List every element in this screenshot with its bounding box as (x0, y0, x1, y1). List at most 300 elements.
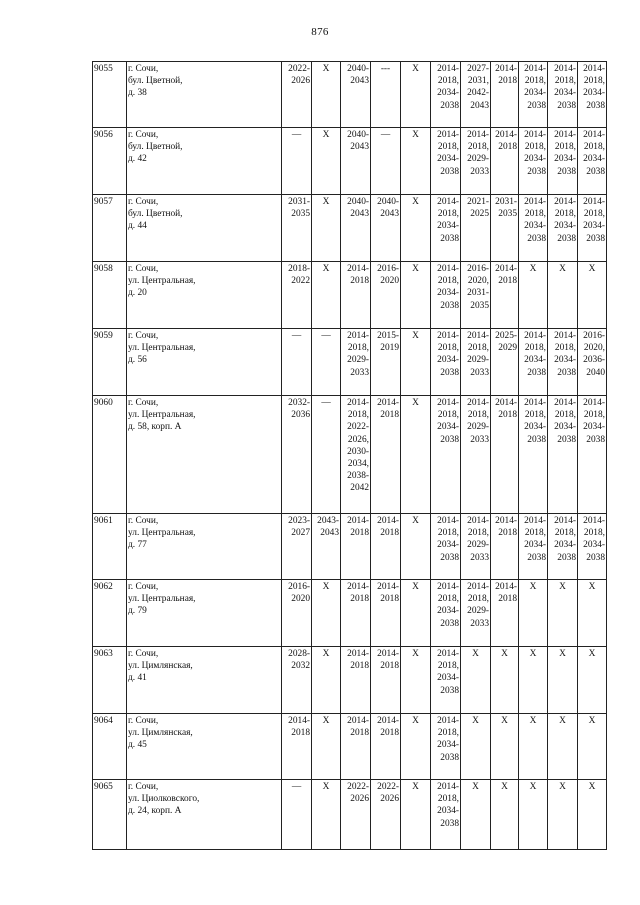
schedule-mark: X (412, 716, 419, 726)
schedule-period-line: 2034- (437, 422, 459, 433)
schedule-period-line: 2018, (583, 209, 605, 220)
schedule-cell (341, 262, 371, 329)
schedule-period-line: 2034- (554, 88, 576, 99)
row-number: 9056 (94, 130, 113, 140)
schedule-period-line: 2034- (524, 88, 546, 99)
schedule-period-line: 2018, (554, 343, 576, 354)
schedule-period-line: 2018, (467, 343, 489, 354)
schedule-period-line: 2042- (467, 88, 489, 99)
schedule-period-line: 2014- (554, 398, 576, 408)
schedule-cell (461, 262, 491, 329)
table-row (93, 329, 607, 396)
schedule-period-line: 2014- (437, 264, 459, 274)
schedule-cell (578, 329, 607, 396)
schedule-period-line: 2014- (467, 398, 489, 408)
schedule-period-line: 2036- (583, 355, 605, 366)
schedule-cell (371, 262, 401, 329)
schedule-period-line: 2018 (498, 276, 517, 287)
schedule-period-line: 2018, (437, 794, 459, 805)
schedule-period-line: 2038 (440, 233, 459, 244)
schedule-period-line: 2029- (467, 606, 489, 617)
schedule-cell (341, 128, 371, 195)
schedule-mark: X (472, 649, 479, 659)
schedule-period-line: 2014- (583, 130, 605, 140)
schedule-cell (491, 580, 519, 647)
schedule-period-line: 2018 (498, 142, 517, 153)
schedule-period-line: 2043 (350, 209, 369, 220)
schedule-cell (401, 262, 431, 329)
schedule-period-line: 2018, (437, 343, 459, 354)
schedule-cell (431, 396, 461, 514)
schedule-cell (461, 514, 491, 580)
schedule-period-line: 2018 (350, 594, 369, 605)
schedule-period-line: 2025- (495, 331, 517, 341)
row-number-cell (93, 514, 127, 580)
schedule-period-line: 2035 (470, 300, 489, 311)
schedule-period-line: 2032 (291, 661, 310, 672)
schedule-mark: X (559, 582, 566, 592)
schedule-period-line: 2042 (350, 483, 369, 494)
schedule-mark: X (322, 649, 330, 659)
schedule-period-line: 2022- (377, 782, 399, 792)
schedule-period-line: 2014- (377, 516, 399, 526)
schedule-cell (491, 128, 519, 195)
schedule-mark: — (380, 130, 391, 140)
schedule-cell (431, 329, 461, 396)
schedule-period-line: 2034- (554, 540, 576, 551)
schedule-cell (461, 780, 491, 850)
schedule-period-line: 2032- (288, 398, 310, 408)
schedule-period-line: 2014- (437, 716, 459, 726)
schedule-cell (401, 329, 431, 396)
row-number: 9061 (94, 516, 113, 526)
schedule-period-line: 2034- (437, 673, 459, 684)
schedule-period-line: 2018, (437, 209, 459, 220)
row-number-cell (93, 195, 127, 262)
schedule-cell (312, 62, 341, 128)
schedule-period-line: 2014- (554, 64, 576, 74)
schedule-cell (548, 262, 578, 329)
schedule-period-line: 2020, (583, 343, 605, 354)
schedule-cell (519, 780, 548, 850)
schedule-cell (491, 62, 519, 128)
schedule-period-line: 2014- (347, 516, 369, 526)
schedule-period-line: 2031- (495, 197, 517, 207)
schedule-period-line: 2018, (524, 343, 546, 354)
schedule-period-line: 2040- (347, 64, 369, 74)
schedule-period-line: 2028- (288, 649, 310, 659)
schedule-cell (371, 128, 401, 195)
schedule-period-line: 2026 (350, 794, 369, 805)
row-number: 9065 (94, 782, 113, 792)
address-line: д. 41 (128, 673, 147, 684)
schedule-period-line: 2038 (557, 552, 576, 563)
schedule-period-line: 2031- (288, 197, 310, 207)
schedule-period-line: 2018, (524, 142, 546, 153)
schedule-period-line: 2038 (440, 300, 459, 311)
schedule-period-line: 2014- (554, 130, 576, 140)
schedule-period-line: 2038 (586, 100, 605, 111)
schedule-cell (401, 580, 431, 647)
address-line: г. Сочи, (128, 649, 159, 659)
schedule-period-line: 2021- (467, 197, 489, 207)
schedule-mark: X (529, 782, 537, 792)
address-line: г. Сочи, (128, 130, 159, 140)
schedule-cell (578, 396, 607, 514)
schedule-cell (461, 128, 491, 195)
schedule-period-line: 2018 (350, 276, 369, 287)
row-number-cell (93, 780, 127, 850)
schedule-cell (519, 262, 548, 329)
schedule-cell (371, 396, 401, 514)
schedule-mark: X (412, 130, 419, 140)
schedule-cell (341, 329, 371, 396)
schedule-period-line: 2018 (350, 661, 369, 672)
schedule-cell (312, 714, 341, 780)
schedule-period-line: 2018, (554, 142, 576, 153)
schedule-mark: X (412, 649, 419, 659)
schedule-cell (578, 780, 607, 850)
schedule-mark: X (412, 582, 419, 592)
schedule-mark: X (322, 582, 330, 592)
schedule-period-line: 2019 (380, 343, 399, 354)
schedule-period-line: 2018 (498, 76, 517, 87)
schedule-period-line: 2018 (291, 728, 310, 739)
schedule-cell (341, 514, 371, 580)
schedule-cell (519, 647, 548, 714)
schedule-period-line: 2014- (437, 398, 459, 408)
schedule-period-line: 2026 (380, 794, 399, 805)
address-line: д. 38 (128, 88, 147, 99)
schedule-mark: X (472, 716, 479, 726)
row-number: 9055 (94, 64, 113, 74)
schedule-period-line: 2031, (467, 76, 489, 87)
schedule-cell (519, 128, 548, 195)
schedule-period-line: 2014- (524, 331, 546, 341)
schedule-cell (282, 262, 312, 329)
schedule-period-line: 2018 (498, 410, 517, 421)
schedule-period-line: 2014- (377, 582, 399, 592)
schedule-period-line: 2038 (527, 100, 546, 111)
schedule-period-line: 2029- (467, 154, 489, 165)
schedule-cell (491, 714, 519, 780)
schedule-cell (312, 262, 341, 329)
schedule-cell (431, 195, 461, 262)
schedule-mark: X (322, 782, 330, 792)
schedule-period-line: 2018 (498, 594, 517, 605)
schedule-period-line: 2026 (291, 76, 310, 87)
schedule-period-line: 2014- (495, 264, 517, 274)
schedule-period-line: 2034- (583, 540, 605, 551)
table-row (93, 128, 607, 195)
schedule-period-line: 2038 (440, 100, 459, 111)
schedule-mark: X (588, 582, 596, 592)
row-number: 9059 (94, 331, 113, 341)
schedule-cell (341, 195, 371, 262)
address-cell (127, 780, 282, 850)
schedule-period-line: 2014- (437, 331, 459, 341)
schedule-period-line: 2033 (350, 367, 369, 378)
schedule-period-line: 2038 (557, 100, 576, 111)
schedule-period-line: 2016- (377, 264, 399, 274)
schedule-period-line: 2040- (377, 197, 399, 207)
address-line: д. 79 (128, 606, 147, 617)
schedule-cell (401, 195, 431, 262)
schedule-period-line: 2038 (586, 552, 605, 563)
schedule-period-line: 2018, (524, 209, 546, 220)
schedule-period-line: 2014- (467, 130, 489, 140)
schedule-period-line: 2014- (524, 130, 546, 140)
row-number: 9062 (94, 582, 113, 592)
schedule-period-line: 2014- (495, 130, 517, 140)
schedule-cell (519, 514, 548, 580)
schedule-mark: X (588, 649, 596, 659)
row-number-cell (93, 396, 127, 514)
schedule-cell (461, 195, 491, 262)
schedule-cell (491, 647, 519, 714)
schedule-cell (401, 396, 431, 514)
schedule-mark: X (322, 64, 330, 74)
schedule-cell (282, 62, 312, 128)
schedule-cell (461, 62, 491, 128)
schedule-period-line: 2018, (554, 528, 576, 539)
schedule-cell (401, 128, 431, 195)
schedule-mark: X (559, 649, 566, 659)
schedule-period-line: 2022 (291, 276, 310, 287)
address-line: ул. Центральная, (128, 276, 196, 287)
schedule-cell (312, 128, 341, 195)
schedule-period-line: 2018, (583, 410, 605, 421)
schedule-mark: X (322, 130, 330, 140)
schedule-period-line: 2038 (527, 166, 546, 177)
schedule-period-line: 2022- (347, 422, 369, 433)
schedule-cell (371, 195, 401, 262)
address-line: д. 45 (128, 740, 147, 751)
schedule-cell (401, 780, 431, 850)
schedule-period-line: 2043 (350, 76, 369, 87)
schedule-period-line: 2043 (350, 142, 369, 153)
address-line: ул. Центральная, (128, 594, 196, 605)
address-line: д. 20 (128, 288, 147, 299)
schedule-cell (282, 580, 312, 647)
schedule-cell (282, 195, 312, 262)
schedule-cell (401, 714, 431, 780)
schedule-cell (341, 396, 371, 514)
schedule-cell (578, 647, 607, 714)
address-line: д. 58, корп. А (128, 422, 182, 433)
schedule-cell (461, 647, 491, 714)
schedule-period-line: 2014- (524, 197, 546, 207)
schedule-period-line: 2018, (467, 142, 489, 153)
schedule-period-line: 2018, (467, 594, 489, 605)
schedule-period-line: 2038 (557, 166, 576, 177)
schedule-cell (548, 580, 578, 647)
schedule-cell (312, 195, 341, 262)
row-number: 9057 (94, 197, 113, 207)
schedule-cell (312, 396, 341, 514)
schedule-mark: X (322, 264, 330, 274)
schedule-period-line: 2014- (554, 331, 576, 341)
schedule-period-line: 2014- (437, 782, 459, 792)
table-row (93, 647, 607, 714)
schedule-period-line: 2018, (437, 728, 459, 739)
schedule-period-line: 2014- (437, 582, 459, 592)
schedule-cell (461, 714, 491, 780)
schedule-cell (491, 396, 519, 514)
schedule-period-line: 2034- (583, 88, 605, 99)
schedule-period-line: 2018, (467, 410, 489, 421)
schedule-period-line: 2034- (437, 806, 459, 817)
schedule-mark: — (321, 331, 331, 341)
schedule-mark: X (412, 64, 419, 74)
schedule-cell (341, 580, 371, 647)
schedule-cell (282, 514, 312, 580)
schedule-period-line: 2040- (347, 197, 369, 207)
schedule-period-line: 2034- (524, 422, 546, 433)
schedule-period-line: 2034- (437, 288, 459, 299)
schedule-period-line: 2027- (467, 64, 489, 74)
schedule-period-line: 2038 (440, 166, 459, 177)
schedule-mark: X (588, 782, 596, 792)
schedule-cell (548, 396, 578, 514)
schedule-period-line: 2015- (377, 331, 399, 341)
schedule-period-line: 2014- (583, 398, 605, 408)
address-cell (127, 647, 282, 714)
schedule-mark: X (501, 716, 508, 726)
row-number-cell (93, 329, 127, 396)
row-number: 9060 (94, 398, 113, 408)
schedule-mark: X (412, 782, 419, 792)
schedule-period-line: 2018, (583, 76, 605, 87)
schedule-cell (431, 262, 461, 329)
schedule-mark: X (588, 716, 596, 726)
schedule-cell (461, 396, 491, 514)
schedule-period-line: 2033 (470, 434, 489, 445)
schedule-cell (548, 329, 578, 396)
schedule-mark: X (559, 264, 566, 274)
schedule-period-line: 2034- (554, 355, 576, 366)
schedule-cell (491, 780, 519, 850)
schedule-cell (431, 580, 461, 647)
schedule-cell (431, 62, 461, 128)
schedule-period-line: 2014- (377, 649, 399, 659)
schedule-cell (548, 195, 578, 262)
schedule-mark: X (412, 197, 419, 207)
schedule-cell (341, 780, 371, 850)
schedule-cell (548, 647, 578, 714)
schedule-cell (282, 714, 312, 780)
schedule-period-line: 2014- (347, 582, 369, 592)
schedule-mark: X (501, 782, 508, 792)
schedule-cell (282, 647, 312, 714)
address-line: г. Сочи, (128, 716, 159, 726)
schedule-period-line: 2026, (347, 434, 369, 445)
schedule-mark: X (412, 264, 419, 274)
schedule-period-line: 2018, (524, 76, 546, 87)
address-line: ул. Центральная, (128, 343, 196, 354)
address-line: бул. Цветной, (128, 209, 183, 220)
address-line: г. Сочи, (128, 197, 159, 207)
schedule-cell (312, 580, 341, 647)
schedule-period-line: 2038 (440, 434, 459, 445)
schedule-cell (548, 780, 578, 850)
schedule-period-line: 2018, (437, 410, 459, 421)
schedule-period-line: 2038 (557, 434, 576, 445)
schedule-cell (371, 647, 401, 714)
schedule-cell (519, 195, 548, 262)
schedule-period-line: 2043 (320, 528, 339, 539)
housing-schedule-table (92, 61, 607, 850)
schedule-mark: --- (380, 64, 391, 74)
table-row (93, 580, 607, 647)
schedule-cell (431, 514, 461, 580)
address-line: ул. Цимлянская, (128, 661, 193, 672)
schedule-period-line: 2018, (437, 276, 459, 287)
schedule-period-line: 2034- (437, 355, 459, 366)
schedule-cell (371, 514, 401, 580)
table-row (93, 514, 607, 580)
schedule-cell (578, 714, 607, 780)
schedule-period-line: 2033 (470, 618, 489, 629)
schedule-period-line: 2038 (557, 233, 576, 244)
address-cell (127, 195, 282, 262)
table-row (93, 62, 607, 128)
schedule-period-line: 2033 (470, 166, 489, 177)
schedule-mark: X (412, 516, 419, 526)
schedule-cell (312, 647, 341, 714)
schedule-cell (371, 62, 401, 128)
schedule-mark: X (322, 716, 330, 726)
schedule-period-line: 2034- (583, 221, 605, 232)
schedule-mark: — (291, 782, 302, 792)
schedule-cell (548, 514, 578, 580)
address-line: д. 24, корп. А (128, 806, 182, 817)
schedule-cell (461, 580, 491, 647)
schedule-period-line: 2014- (288, 716, 310, 726)
schedule-cell (282, 396, 312, 514)
address-line: г. Сочи, (128, 516, 159, 526)
schedule-cell (519, 62, 548, 128)
schedule-cell (401, 514, 431, 580)
schedule-cell (312, 780, 341, 850)
schedule-period-line: 2014- (583, 516, 605, 526)
schedule-period-line: 2014- (437, 64, 459, 74)
schedule-period-line: 2038 (440, 552, 459, 563)
schedule-mark: X (529, 716, 537, 726)
schedule-period-line: 2018, (437, 142, 459, 153)
address-cell (127, 262, 282, 329)
row-number-cell (93, 714, 127, 780)
schedule-period-line: 2038 (527, 552, 546, 563)
table-row (93, 780, 607, 850)
schedule-cell (491, 329, 519, 396)
schedule-mark: X (412, 398, 419, 408)
schedule-period-line: 2043 (380, 209, 399, 220)
schedule-period-line: 2014- (524, 64, 546, 74)
schedule-period-line: 2034- (437, 88, 459, 99)
schedule-period-line: 2014- (467, 582, 489, 592)
schedule-cell (548, 714, 578, 780)
schedule-period-line: 2031- (467, 288, 489, 299)
schedule-period-line: 2014- (583, 64, 605, 74)
schedule-period-line: 2018 (350, 728, 369, 739)
schedule-cell (519, 396, 548, 514)
schedule-period-line: 2034- (554, 154, 576, 165)
schedule-mark: X (529, 582, 537, 592)
table-row (93, 195, 607, 262)
schedule-period-line: 2038 (440, 685, 459, 696)
address-line: д. 44 (128, 221, 147, 232)
